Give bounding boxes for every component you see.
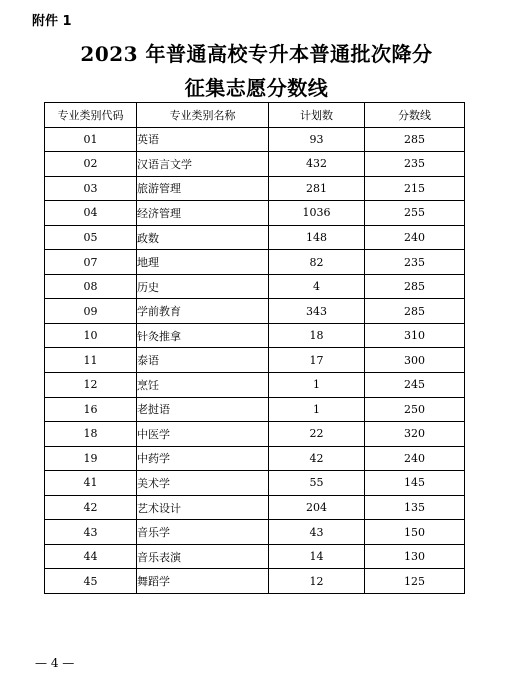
cell-name: 英语	[137, 127, 269, 152]
cell-plan: 18	[269, 323, 365, 348]
table-row	[45, 152, 465, 177]
header-code: 专业类别代码	[45, 103, 137, 128]
cell-code: 43	[45, 520, 137, 545]
cell-name: 音乐学	[137, 520, 269, 545]
cell-name: 舞蹈学	[137, 569, 269, 594]
cell-plan: 1	[269, 373, 365, 398]
cell-code: 19	[45, 446, 137, 471]
cell-name: 经济管理	[137, 201, 269, 226]
cell-plan: 4	[269, 274, 365, 299]
cell-plan: 12	[269, 569, 365, 594]
cell-code: 18	[45, 422, 137, 447]
cell-name: 政数	[137, 225, 269, 250]
cell-name: 旅游管理	[137, 176, 269, 201]
cell-name: 艺术设计	[137, 495, 269, 520]
cell-score: 245	[365, 373, 465, 398]
table-row	[45, 446, 465, 471]
cell-plan: 82	[269, 250, 365, 275]
table-row	[45, 471, 465, 496]
cell-score: 285	[365, 127, 465, 152]
cell-plan: 93	[269, 127, 365, 152]
cell-plan: 281	[269, 176, 365, 201]
table-row	[45, 176, 465, 201]
cell-plan: 432	[269, 152, 365, 177]
table-header-row	[45, 103, 465, 128]
cell-code: 01	[45, 127, 137, 152]
cell-plan: 204	[269, 495, 365, 520]
cell-code: 05	[45, 225, 137, 250]
cell-code: 10	[45, 323, 137, 348]
cell-code: 16	[45, 397, 137, 422]
document-title-line1: 2023 年普通高校专升本普通批次降分	[80, 42, 433, 66]
cell-name: 历史	[137, 274, 269, 299]
score-table	[44, 102, 465, 594]
cell-plan: 17	[269, 348, 365, 373]
table-row	[45, 225, 465, 250]
cell-code: 42	[45, 495, 137, 520]
cell-score: 145	[365, 471, 465, 496]
table-row	[45, 495, 465, 520]
cell-score: 255	[365, 201, 465, 226]
cell-name: 音乐表演	[137, 544, 269, 569]
table-row	[45, 397, 465, 422]
table-row	[45, 422, 465, 447]
cell-score: 320	[365, 422, 465, 447]
table-row	[45, 299, 465, 324]
cell-name: 泰语	[137, 348, 269, 373]
cell-name: 老挝语	[137, 397, 269, 422]
cell-score: 310	[365, 323, 465, 348]
attachment-label: 附件 1	[32, 14, 72, 29]
cell-code: 02	[45, 152, 137, 177]
cell-plan: 14	[269, 544, 365, 569]
cell-name: 中药学	[137, 446, 269, 471]
header-name: 专业类别名称	[137, 103, 269, 128]
cell-code: 45	[45, 569, 137, 594]
cell-code: 09	[45, 299, 137, 324]
table-row	[45, 348, 465, 373]
cell-score: 285	[365, 299, 465, 324]
header-plan: 计划数	[269, 103, 365, 128]
cell-plan: 1036	[269, 201, 365, 226]
cell-plan: 1	[269, 397, 365, 422]
cell-code: 11	[45, 348, 137, 373]
cell-code: 12	[45, 373, 137, 398]
cell-name: 美术学	[137, 471, 269, 496]
cell-score: 215	[365, 176, 465, 201]
header-score: 分数线	[365, 103, 465, 128]
cell-code: 08	[45, 274, 137, 299]
table-row	[45, 250, 465, 275]
cell-name: 汉语言文学	[137, 152, 269, 177]
cell-score: 130	[365, 544, 465, 569]
table-row	[45, 569, 465, 594]
cell-name: 烹饪	[137, 373, 269, 398]
cell-plan: 343	[269, 299, 365, 324]
cell-score: 240	[365, 446, 465, 471]
table-row	[45, 274, 465, 299]
table-row	[45, 373, 465, 398]
table-row	[45, 127, 465, 152]
cell-score: 285	[365, 274, 465, 299]
table-row	[45, 201, 465, 226]
cell-code: 07	[45, 250, 137, 275]
cell-score: 150	[365, 520, 465, 545]
cell-code: 04	[45, 201, 137, 226]
cell-score: 125	[365, 569, 465, 594]
table-row	[45, 323, 465, 348]
cell-score: 300	[365, 348, 465, 373]
cell-plan: 55	[269, 471, 365, 496]
cell-code: 44	[45, 544, 137, 569]
cell-score: 250	[365, 397, 465, 422]
cell-name: 学前教育	[137, 299, 269, 324]
cell-score: 235	[365, 152, 465, 177]
cell-code: 41	[45, 471, 137, 496]
cell-plan: 42	[269, 446, 365, 471]
cell-plan: 43	[269, 520, 365, 545]
document-title-line2: 征集志愿分数线	[184, 76, 329, 100]
cell-name: 地理	[137, 250, 269, 275]
cell-plan: 22	[269, 422, 365, 447]
cell-name: 中医学	[137, 422, 269, 447]
page-number: — 4 —	[35, 656, 75, 670]
cell-score: 240	[365, 225, 465, 250]
cell-name: 针灸推拿	[137, 323, 269, 348]
table-row	[45, 544, 465, 569]
cell-code: 03	[45, 176, 137, 201]
table-row	[45, 520, 465, 545]
cell-plan: 148	[269, 225, 365, 250]
cell-score: 235	[365, 250, 465, 275]
cell-score: 135	[365, 495, 465, 520]
